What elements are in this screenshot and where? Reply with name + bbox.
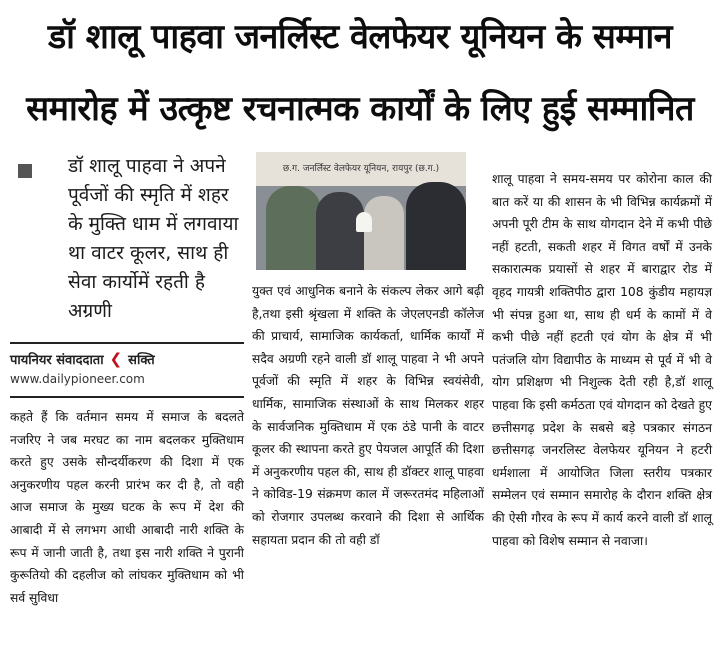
divider-2 — [10, 396, 244, 398]
arrow-left-icon: ❮ — [109, 350, 123, 368]
article-text-col1: कहते हैं कि वर्तमान समय में समाज के बदलते नजरिए ने जब मरघट का नाम बदलकर मुक्तिधाम करते हुए उसके सौन्दर्यीकरण की दिशा में एक अनुकरणीय पहल करनी प्रारंभ कर दी है, तो वही आज समाज के मुख्य घटक के रूप में देश की आबादी में से लगभग आधी आबादी नारी शक्ति के रूप में जानी जाती है, तथा इस नारी शक्ति ने पुरानी कुरूतियो की दहलीज को लांघकर मुक्तिधाम को भी सर्व सुविधा — [10, 410, 244, 605]
person-figure — [364, 196, 404, 270]
website-link[interactable]: www.dailypioneer.com — [10, 372, 145, 386]
person-figure — [266, 186, 321, 270]
article-text-col2: युक्त एवं आधुनिक बनाने के संकल्प लेकर आगे बढ़ी है,तथा इसी श्रृंखला में शक्ति के जेएलएनडी कॉलेज की प्राचार्य, सामाजिक कार्यकर्ता, धार्मिक कार्यों में सदैव अग्रणी रहने वाली डॉ शालू पाहवा ने भी अपने पूर्वजों की स्मृति में शहर के विभिन्न स्वयंसेवी, धार्मिक, सामाजिक संस्थाओं के साथ मिलकर शहर के सार्वजनिक मुक्तिधाम में एक ठंडे पानी के वाटर कूलर की स्थापना करते हुए पेयजल आपूर्ति की दिशा में अनुकरणीय पहल की, साथ ही डॉक्टर शालू पाहवा ने कोविड-19 संक्रमण काल में जरूरतमंद महिलाओं को रोजगार उपलब्ध करवाने की दिशा से आर्थिक सहायता प्रदान की तो वही डॉ — [252, 284, 484, 547]
person-figure — [406, 182, 466, 270]
column-2 — [252, 152, 484, 551]
column-3 — [492, 168, 712, 552]
byline — [10, 350, 244, 368]
trophy-icon — [356, 212, 372, 232]
highlight-box — [10, 152, 244, 342]
headline — [0, 0, 720, 146]
column-1 — [10, 152, 244, 609]
reporter-name: पायनियर संवाददाता — [10, 353, 104, 368]
highlight-text: डॉ शालू पाहवा ने अपने पूर्वजों की स्मृति में शहर के मुक्ति धाम में लगवाया था वाटर कूलर, साथ ही सेवा कार्योमें रहती है अग्रणी — [68, 155, 239, 322]
divider — [10, 342, 244, 344]
headline-line-2: समारोह में उत्कृष्ट रचनात्मक कार्यों के लिए हुई सम्मानित — [26, 89, 694, 129]
headline-line-1: डॉ शालू पाहवा जनर्लिस्ट वेलफेयर यूनियन के सम्मान — [47, 17, 673, 57]
dateline-place: सक्ति — [128, 353, 155, 368]
photo-banner: छ.ग. जनर्लिस्ट वेलफेयर यूनियन, रायपुर (छ.ग.) — [256, 152, 466, 186]
article-text-col3: शालू पाहवा ने समय-समय पर कोरोना काल की बात करें या की शासन के भी विभिन्न कार्यक्रमों में अपनी पूरी टीम के साथ योगदान देने में कभी पीछे नहीं हटती, सकती शहर में विगत वर्षों में उनके सकारात्मक प्रयासों से शहर में बाराद्वार रोड में वृहद गायत्री शक्तिपीठ द्वारा 108 कुंडीय महायज्ञ भी संपन्न हुआ था, साथ ही धर्म के कामों में वे कभी पीछे नहीं हटती एवं योग के क्षेत्र में भी पतंजलि योग विद्यापीठ के माध्यम से पूर्व में भी वे योग प्रशिक्षण भी निशुल्क देती रही है,डॉ शालू पाहवा कि इसी कर्मठता एवं योगदान को देखते हुए छत्तीसगढ़ प्रदेश के सबसे बड़े पत्रकार संगठन छत्तीसगढ़ जनरलिस्ट वेलफेयर यूनियन ने हटरी धर्मशाला में आयोजित जिला स्तरीय पत्रकार सम्मेलन एवं सम्मान समारोह के दौरान शक्ति क्षेत्र की ऐसी गौरव के रूप में कार्य करने वाली डॉ शालू पाहवा को विशेष सम्मान से नवाजा। — [492, 172, 712, 548]
square-bullet-icon — [18, 164, 32, 178]
award-photo — [256, 152, 466, 270]
